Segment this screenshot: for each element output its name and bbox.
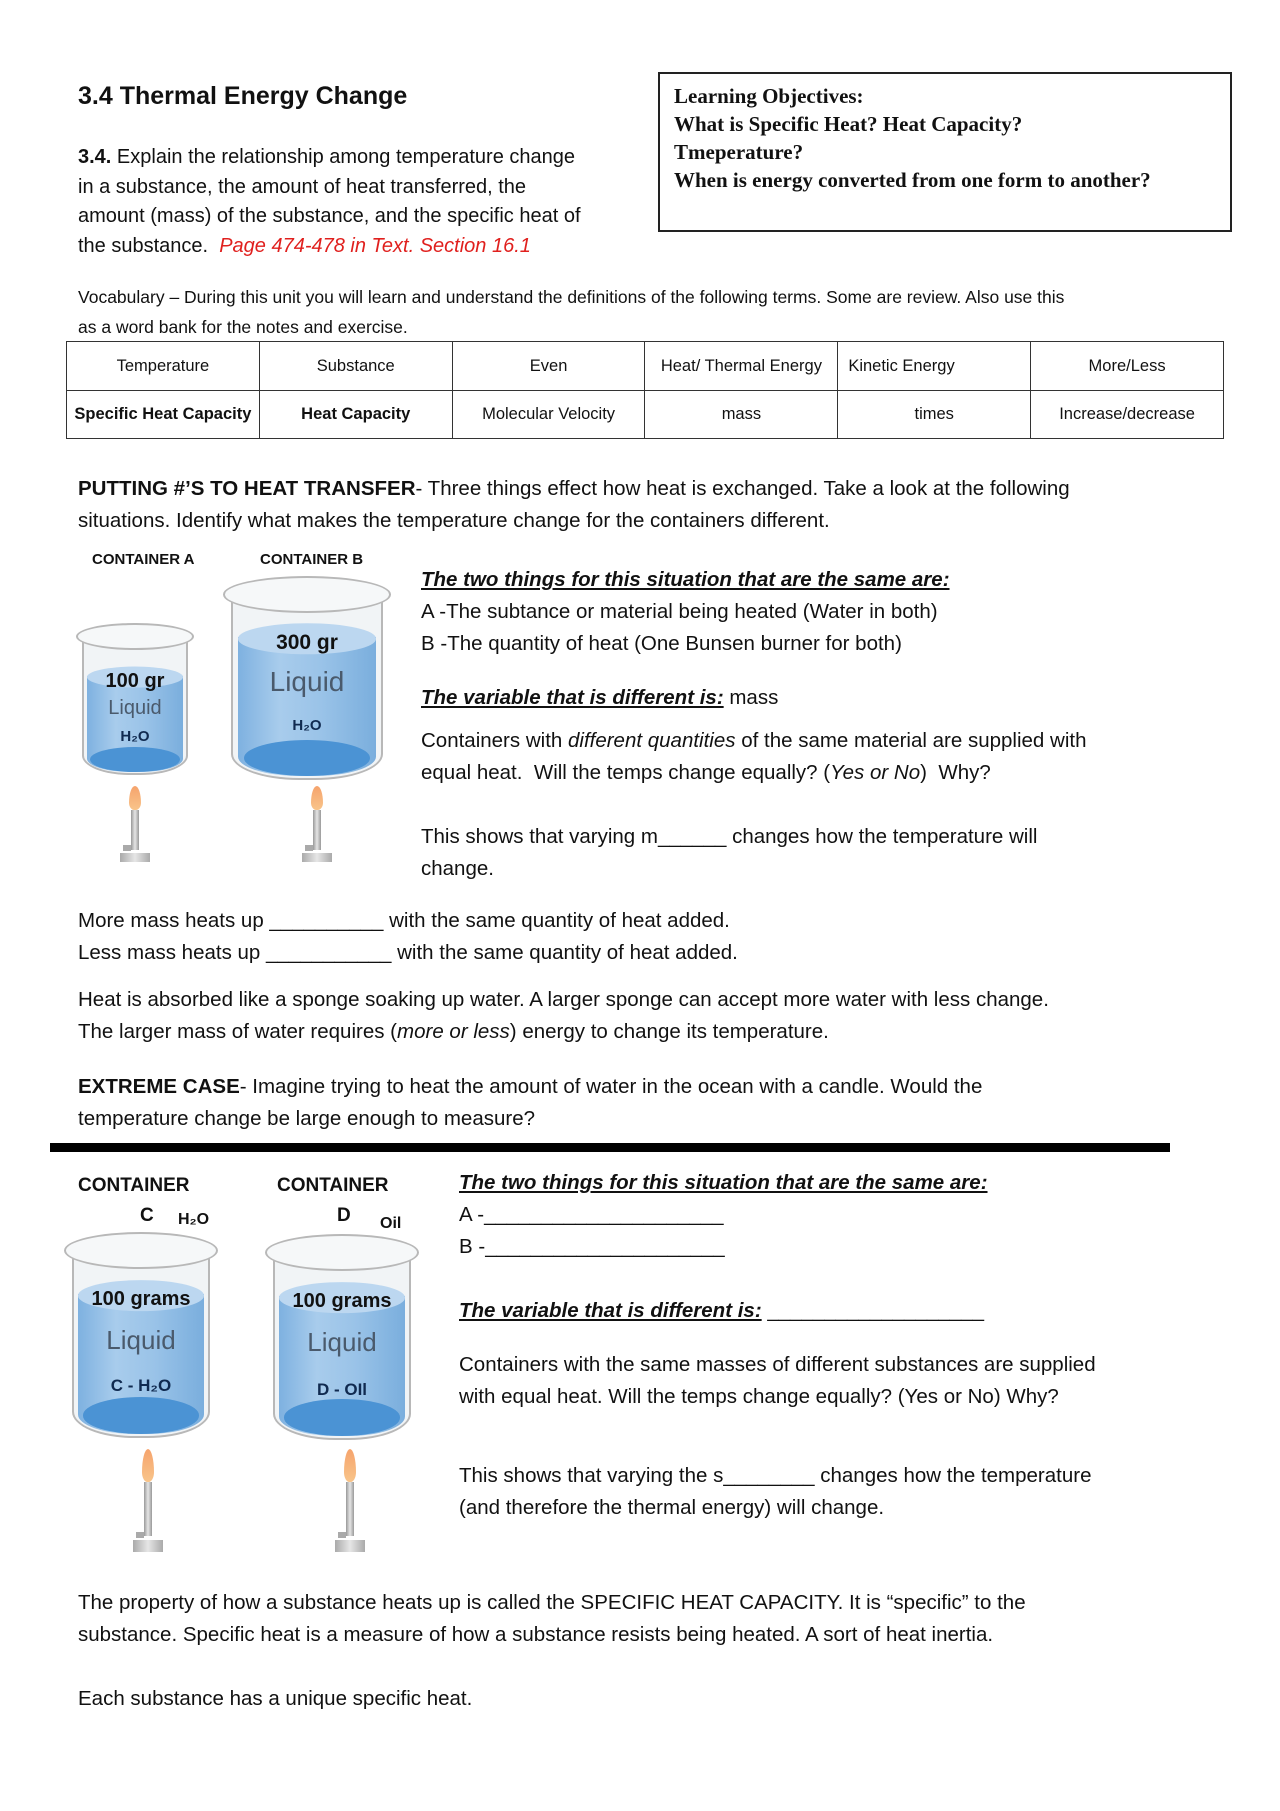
fill-in-blank-text: This shows that varying m______ changes how the temperature will — [421, 825, 1038, 848]
beaker-c-illustration — [64, 1232, 218, 1438]
same-item-b: B -_____________________ — [459, 1235, 725, 1258]
beaker-a-mass: 100 gr — [105, 670, 165, 693]
question-text: Containers with the same masses of different substances are supplied — [459, 1353, 1096, 1376]
section1-variable — [421, 682, 778, 714]
vocab-term: Specific Heat Capacity — [67, 390, 260, 439]
bunsen-burner-icon — [120, 786, 150, 862]
table-row — [67, 390, 1224, 439]
beaker-a-liquid: Liquid — [108, 697, 162, 720]
question-text: equal heat. Will the temps change equally? ( — [421, 761, 831, 784]
section2-shows — [459, 1460, 1091, 1524]
standard-number: 3.4. — [78, 146, 112, 168]
vocab-term: times — [838, 390, 1031, 439]
variable-blank: ___________________ — [761, 1299, 984, 1322]
same-item-a: A -_____________________ — [459, 1203, 724, 1226]
question-emphasis: different quantities — [567, 729, 736, 752]
beaker-d-liquid: Liquid — [307, 1326, 377, 1357]
vocab-term: Even — [452, 342, 645, 391]
vocab-term: Temperature — [67, 342, 260, 391]
beaker-a-substance: H₂O — [120, 727, 150, 745]
closing-paragraph — [78, 1587, 1026, 1651]
standard-line: Explain the relationship among temperature change — [111, 146, 575, 168]
paragraph-line: Heat is absorbed like a sponge soaking up water. A larger sponge can accept more water with less change. — [78, 988, 1049, 1011]
beaker-b-illustration — [223, 576, 391, 780]
same-heading: The two things for this situation that are the same are: — [459, 1171, 988, 1194]
variable-heading: The variable that is different is: — [421, 686, 724, 709]
vocabulary-intro-line: Vocabulary – During this unit you will learn and understand the definitions of the following terms. Some are review. Also use this — [78, 287, 1065, 307]
beaker-d-mass: 100 grams — [292, 1289, 392, 1312]
container-c-letter: C — [140, 1205, 154, 1226]
vocabulary-intro-line: as a word bank for the notes and exercise. — [78, 317, 408, 337]
closing-note: Each substance has a unique specific heat. — [78, 1687, 473, 1710]
learning-objectives-box — [658, 72, 1232, 232]
beaker-c-mass: 100 grams — [91, 1287, 191, 1310]
objective-item: What is Specific Heat? Heat Capacity? — [674, 112, 1023, 136]
vocabulary-table — [66, 341, 1224, 439]
fill-in-blank-text: More mass heats up __________ with the same quantity of heat added. — [78, 909, 730, 932]
fill-in-blank-text: change. — [421, 857, 494, 880]
extreme-case — [78, 1071, 982, 1135]
vocab-term: mass — [645, 390, 838, 439]
vocab-term: Kinetic Energy — [838, 342, 1031, 391]
beaker-d-substance: D - OIl — [316, 1380, 368, 1400]
bunsen-burner-icon — [133, 1449, 163, 1552]
bunsen-burner-icon — [335, 1449, 365, 1552]
paragraph-line: - Imagine trying to heat the amount of water in the ocean with a candle. Would the — [239, 1075, 983, 1098]
paragraph-line: ) energy to change its temperature. — [509, 1020, 829, 1043]
container-c-tag: H₂O — [178, 1211, 210, 1228]
vocab-term: Molecular Velocity — [452, 390, 645, 439]
beaker-a-illustration — [76, 623, 194, 775]
beaker-d-illustration — [265, 1234, 419, 1440]
question-text: ) Why? — [920, 761, 991, 784]
page-title: 3.4 Thermal Energy Change — [78, 82, 408, 110]
fill-in-blank-text: (and therefore the thermal energy) will change. — [459, 1496, 885, 1519]
section1-same-block — [421, 564, 950, 660]
standard-text — [78, 143, 581, 261]
vocab-term: More/Less — [1031, 342, 1224, 391]
container-c-label: CONTAINER — [78, 1175, 190, 1196]
section1-intro-text: - Three things effect how heat is exchanged. Take a look at the following — [415, 477, 1070, 500]
question-text: of the same material are supplied with — [735, 729, 1087, 752]
text-reference: Page 474-478 in Text. Section 16.1 — [219, 234, 531, 257]
same-heading: The two things for this situation that are the same are: — [421, 568, 950, 591]
beaker-c-liquid: Liquid — [106, 1324, 176, 1355]
vocabulary-intro — [78, 282, 1064, 342]
beaker-b-liquid: Liquid — [269, 665, 345, 697]
beaker-b-mass: 300 gr — [276, 631, 338, 655]
standard-line: the substance. — [78, 234, 220, 257]
paragraph-line: The property of how a substance heats up is called the SPECIFIC HEAT CAPACITY. It is “specific” to the — [78, 1591, 1026, 1614]
section-divider — [50, 1143, 1170, 1152]
container-a-label: CONTAINER A — [92, 551, 195, 568]
section2-question — [459, 1349, 1096, 1413]
fill-in-blank-text: This shows that varying the s________ changes how the temperature — [459, 1464, 1092, 1487]
paragraph-line: temperature change be large enough to measure? — [78, 1107, 536, 1130]
section1-heading: PUTTING #’S TO HEAT TRANSFER — [78, 477, 416, 500]
section2-variable — [459, 1295, 984, 1327]
objective-item: When is energy converted from one form to another? — [674, 168, 1151, 192]
table-row — [67, 342, 1224, 391]
beaker-c-substance: C - H₂O — [110, 1376, 172, 1396]
section1-intro — [78, 473, 1070, 537]
question-text: with equal heat. Will the temps change equally? (Yes or No) Why? — [459, 1385, 1059, 1408]
same-item-b: B -The quantity of heat (One Bunsen burner for both) — [421, 632, 902, 655]
section1-shows — [421, 821, 1037, 885]
fill-in-blank-text: Less mass heats up ___________ with the same quantity of heat added. — [78, 941, 738, 964]
vocab-term: Increase/decrease — [1031, 390, 1224, 439]
objective-item: Tmeperature? — [674, 140, 804, 164]
question-emphasis: Yes or No — [830, 761, 921, 784]
vocab-term: Heat/ Thermal Energy — [645, 342, 838, 391]
standard-line: amount (mass) of the substance, and the specific heat of — [78, 205, 581, 227]
vocab-term: Substance — [259, 342, 452, 391]
container-d-label: CONTAINER — [277, 1175, 389, 1196]
container-d-letter: D — [337, 1205, 351, 1226]
section1-question — [421, 725, 1086, 789]
standard-line: in a substance, the amount of heat transferred, the — [78, 175, 527, 198]
paragraph-line: The larger mass of water requires ( — [78, 1020, 398, 1043]
variable-answer: mass — [723, 686, 779, 709]
container-b-label: CONTAINER B — [260, 551, 364, 568]
extreme-heading: EXTREME CASE — [78, 1075, 240, 1098]
question-text: Containers with — [421, 729, 568, 752]
beaker-b-substance: H₂O — [292, 716, 322, 734]
variable-heading: The variable that is different is: — [459, 1299, 762, 1322]
sponge-paragraph — [78, 984, 1049, 1048]
container-d-tag: Oil — [380, 1215, 402, 1232]
bunsen-burner-icon — [302, 786, 332, 862]
objectives-heading: Learning Objectives: — [674, 84, 864, 108]
paragraph-emphasis: more or less — [397, 1020, 510, 1043]
vocab-term: Heat Capacity — [259, 390, 452, 439]
mass-fill-in — [78, 905, 738, 969]
section2-same-block — [459, 1167, 988, 1263]
paragraph-line: substance. Specific heat is a measure of how a substance resists being heated. A sort of heat inertia. — [78, 1623, 994, 1646]
same-item-a: A -The subtance or material being heated (Water in both) — [421, 600, 938, 623]
section1-intro-text: situations. Identify what makes the temperature change for the containers different. — [78, 509, 830, 532]
